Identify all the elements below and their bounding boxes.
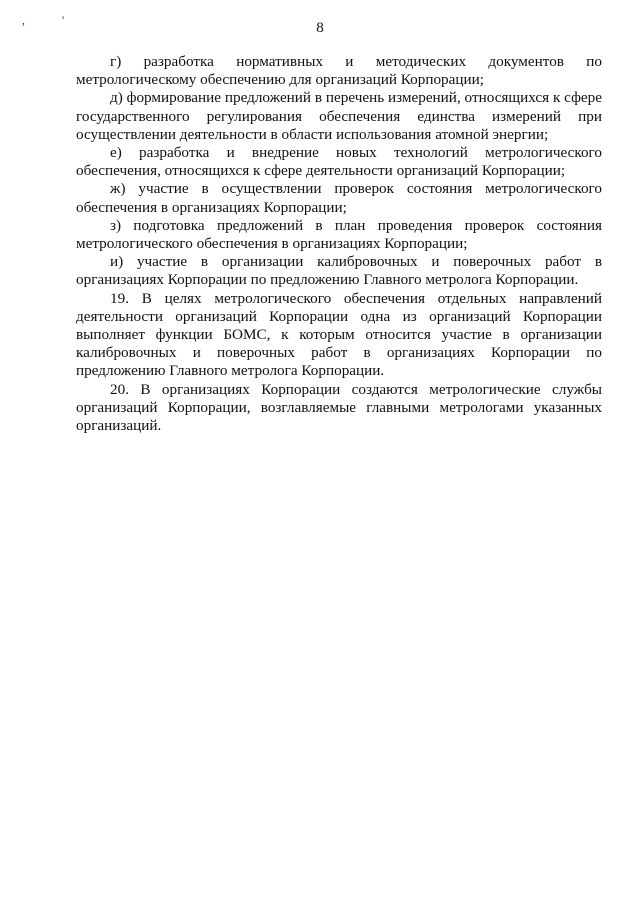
scan-mark-right: ' (62, 13, 65, 27)
list-item-i: и) участие в организации калибровочных и поверочных работ в организациях Корпорации по предложению Главного метролога Корпорации. (76, 253, 602, 289)
list-item-zh: ж) участие в осуществлении проверок состояния метрологического обеспечения в организациях Корпорации; (76, 180, 602, 216)
list-item-d: д) формирование предложений в перечень измерений, относящихся к сфере государственного регулирования обеспечения единства измерений при осуществлении деятельности в области использования атомной энергии; (76, 89, 602, 143)
scan-mark-left: , (22, 13, 25, 27)
list-item-e: е) разработка и внедрение новых технологий метрологического обеспечения, относящихся к сфере деятельности организаций Корпорации; (76, 144, 602, 180)
list-item-g: г) разработка нормативных и методических документов по метрологическому обеспечению для организаций Корпорации; (76, 53, 602, 89)
section-19-paragraph: 19. В целях метрологического обеспечения отдельных направлений деятельности организаций Корпорации одна из организаций Корпорации выполняет функции БОМС, к которым относится участие в организации калибровочных и поверочных работ в организациях Корпорации по предложению Главного метролога Корпорации. (76, 289, 602, 380)
document-body (76, 53, 602, 435)
section-20-paragraph: 20. В организациях Корпорации создаются метрологические службы организаций Корпорации, возглавляемые главными метрологами указанных организаций. (76, 380, 602, 435)
page-number: 8 (316, 20, 324, 36)
list-item-z: з) подготовка предложений в план проведения проверок состояния метрологического обеспечения в организациях Корпорации; (76, 216, 602, 253)
